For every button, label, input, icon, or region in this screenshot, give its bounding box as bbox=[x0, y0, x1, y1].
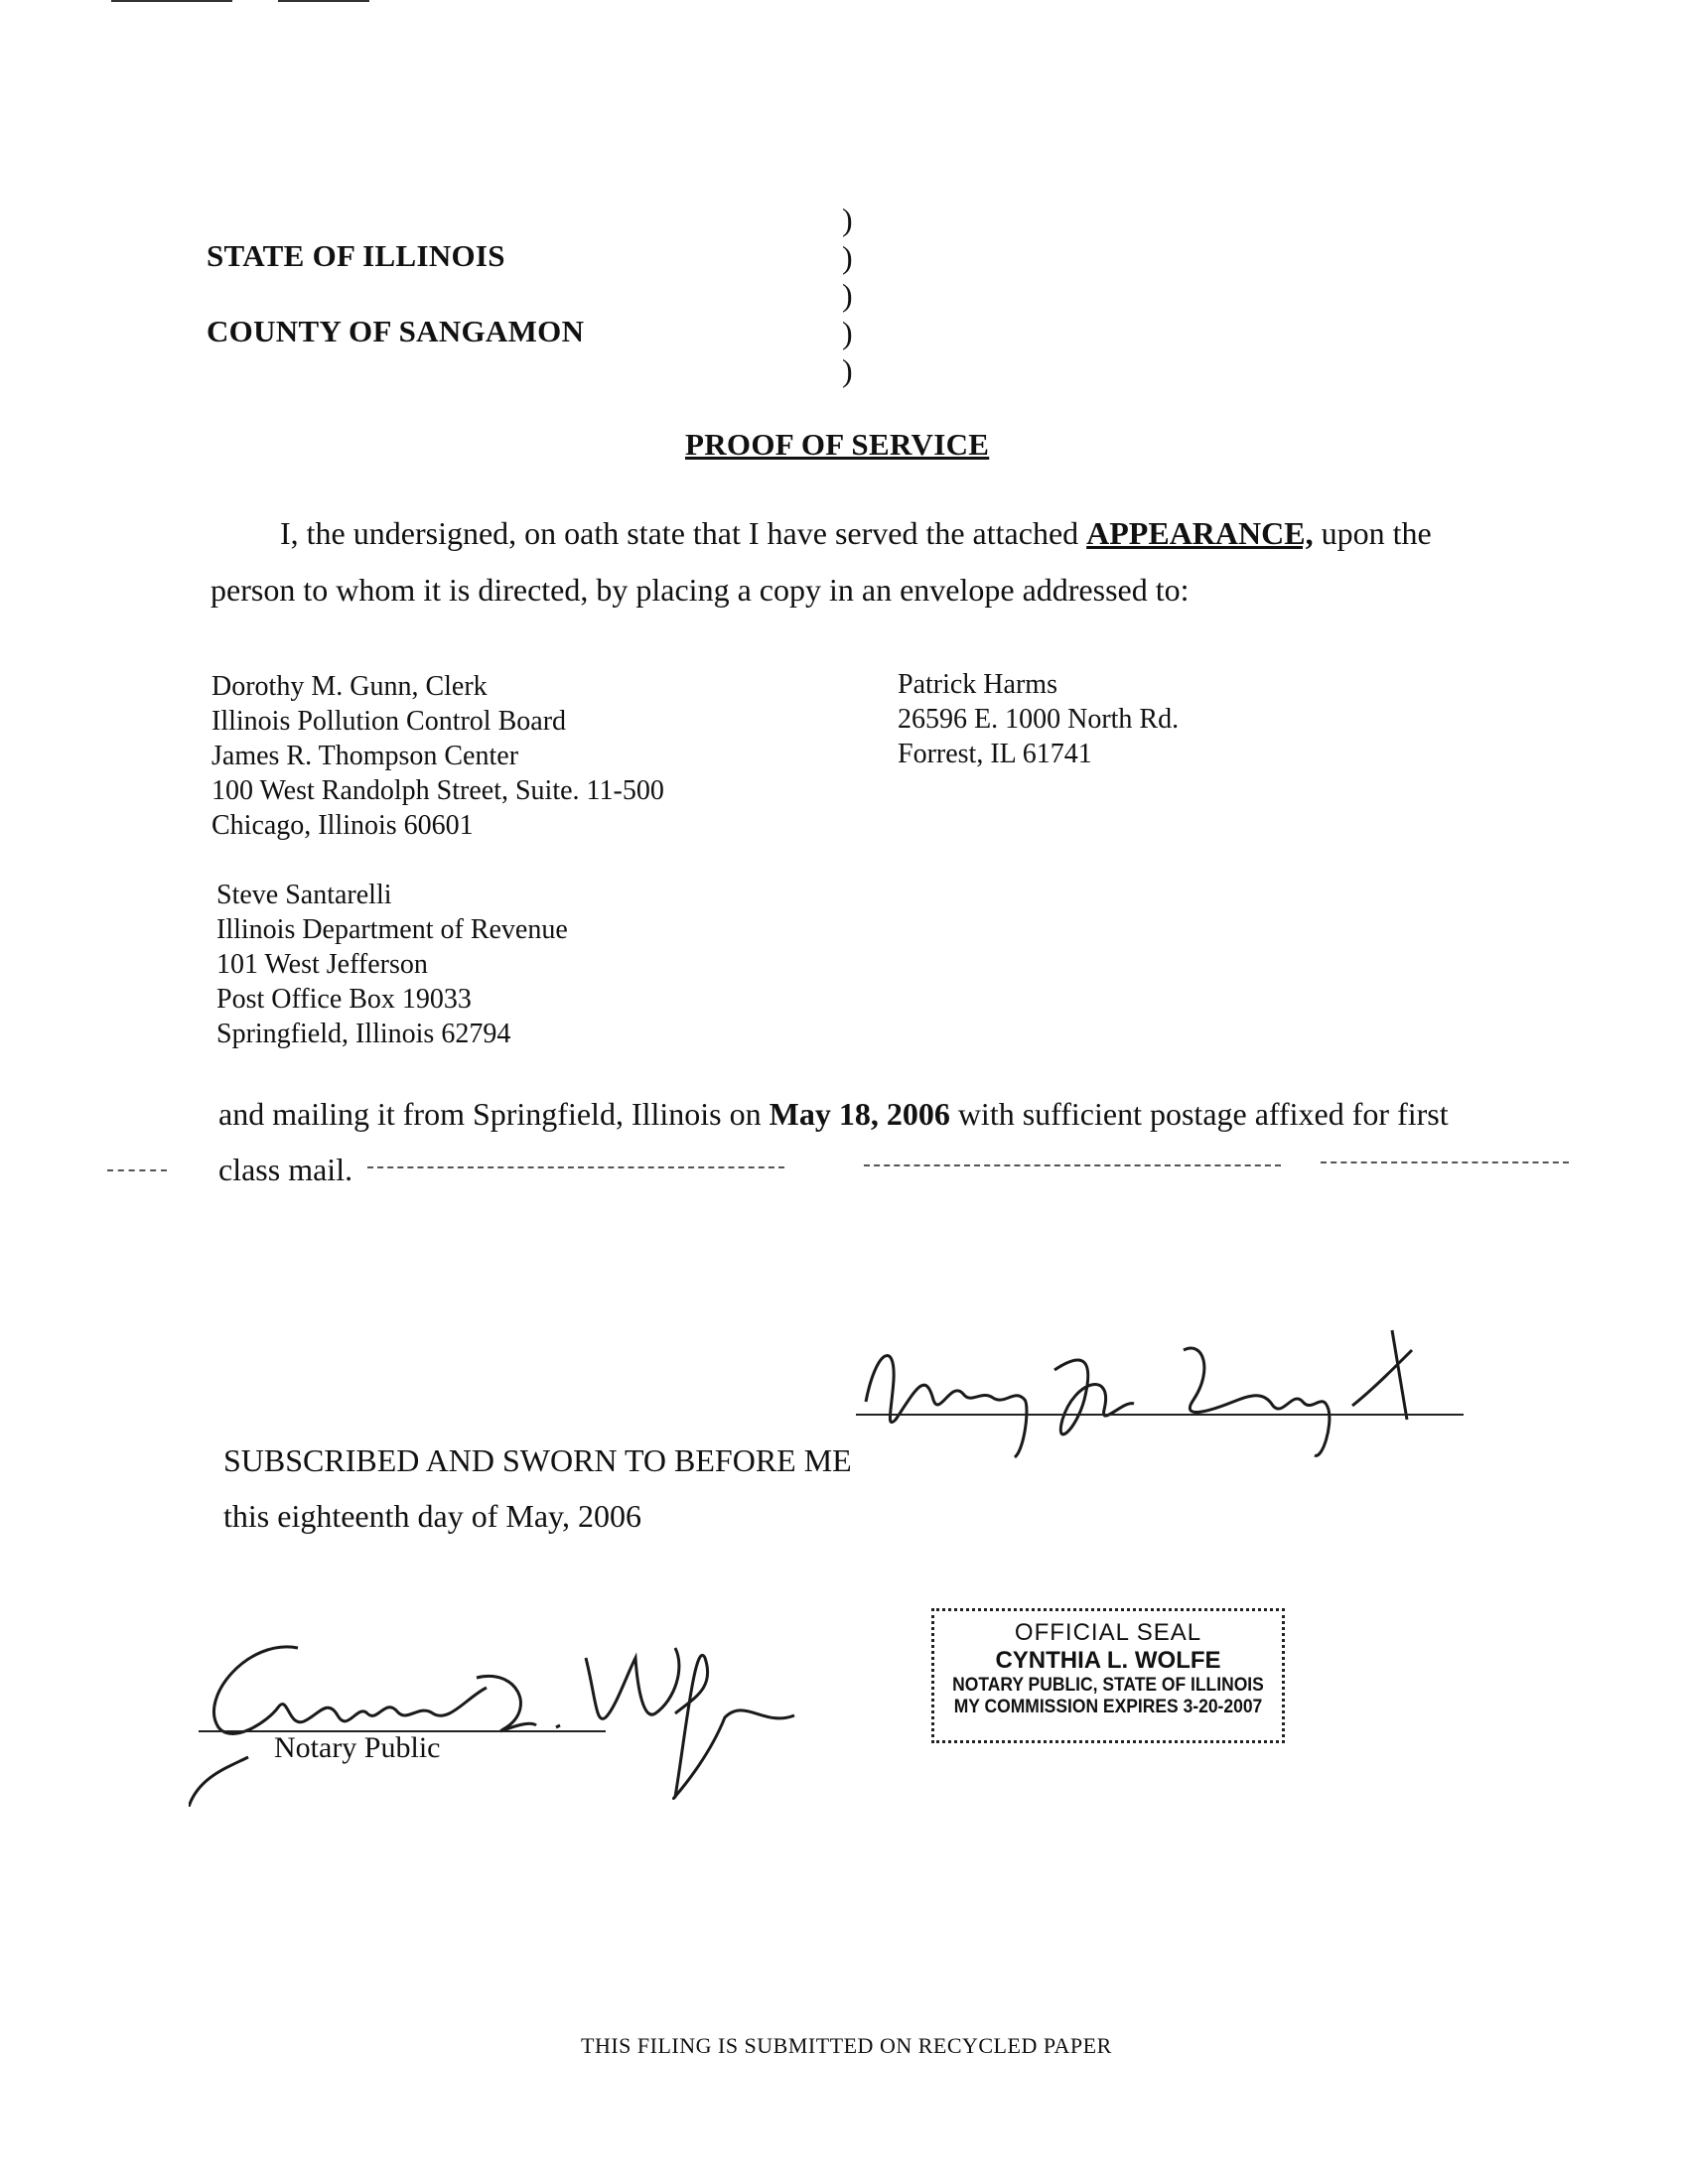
address-line: 26596 E. 1000 North Rd. bbox=[898, 704, 1180, 735]
caption-county: COUNTY OF SANGAMON bbox=[207, 314, 585, 348]
scan-dash-line bbox=[864, 1164, 1281, 1166]
page-footer: THIS FILING IS SUBMITTED ON RECYCLED PAPER bbox=[581, 2033, 1112, 2058]
seal-line-1: OFFICIAL SEAL bbox=[1014, 1619, 1202, 1646]
notary-signature-text: Cynthia L. Wolfe bbox=[189, 1618, 196, 1619]
address-line: 101 West Jefferson bbox=[216, 949, 428, 980]
recipient-address-1 bbox=[211, 669, 664, 843]
recipient-address-2 bbox=[898, 667, 1179, 771]
recipient-address-3 bbox=[216, 878, 568, 1051]
mailing-line-2: class mail. bbox=[218, 1152, 353, 1187]
address-line: Post Office Box 19033 bbox=[216, 984, 472, 1015]
caption-parentheses bbox=[842, 201, 853, 389]
scan-mark-top-left bbox=[111, 0, 232, 2]
paren: ) bbox=[842, 239, 853, 275]
address-line: James R. Thompson Center bbox=[211, 741, 519, 771]
mailing-paragraph bbox=[218, 1094, 1449, 1189]
address-line: Dorothy M. Gunn, Clerk bbox=[211, 671, 488, 702]
oath-before: I, the undersigned, on oath state that I have served the attached bbox=[280, 515, 1087, 551]
notary-label: Notary Public bbox=[274, 1731, 441, 1764]
address-line: Steve Santarelli bbox=[216, 880, 392, 910]
address-line: Patrick Harms bbox=[898, 669, 1057, 700]
sworn-block bbox=[223, 1440, 852, 1536]
mailing-after: with sufficient postage affixed for first bbox=[949, 1096, 1449, 1132]
official-seal-stamp bbox=[931, 1608, 1285, 1743]
oath-document: APPEARANCE, bbox=[1086, 515, 1314, 551]
mailing-date: May 18, 2006 bbox=[769, 1096, 950, 1132]
mailing-line-1 bbox=[218, 1094, 1449, 1134]
scan-dash-line bbox=[367, 1166, 784, 1168]
paren: ) bbox=[842, 352, 853, 388]
oath-after: upon the bbox=[1313, 515, 1432, 551]
seal-line-4: MY COMMISSION EXPIRES 3-20-2007 bbox=[953, 1697, 1263, 1717]
signer-signature bbox=[856, 1310, 1472, 1459]
sworn-line-2: this eighteenth day of May, 2006 bbox=[223, 1498, 641, 1534]
caption-state: STATE OF ILLINOIS bbox=[207, 238, 505, 273]
seal-line-3: NOTARY PUBLIC, STATE OF ILLINOIS bbox=[952, 1675, 1264, 1696]
scan-dash-left bbox=[107, 1169, 167, 1171]
notary-signature bbox=[189, 1618, 844, 1807]
address-line: Chicago, Illinois 60601 bbox=[211, 810, 474, 841]
paren: ) bbox=[842, 277, 853, 313]
scan-dash-line bbox=[1321, 1161, 1569, 1163]
scan-mark-top-right bbox=[278, 0, 369, 2]
address-line: Springfield, Illinois 62794 bbox=[216, 1019, 511, 1049]
sworn-line-1: SUBSCRIBED AND SWORN TO BEFORE ME bbox=[223, 1442, 852, 1478]
oath-line-2: person to whom it is directed, by placing a copy in an envelope addressed to: bbox=[210, 572, 1190, 608]
signer-signature-text: Nancy JD Lampert bbox=[856, 1310, 864, 1311]
paren: ) bbox=[842, 315, 853, 350]
document-title: PROOF OF SERVICE bbox=[685, 427, 990, 462]
address-line: 100 West Randolph Street, Suite. 11-500 bbox=[211, 775, 664, 806]
oath-line-1 bbox=[210, 513, 1511, 553]
address-line: Illinois Pollution Control Board bbox=[211, 706, 567, 737]
oath-paragraph bbox=[210, 513, 1511, 610]
seal-line-2: CYNTHIA L. WOLFE bbox=[995, 1647, 1221, 1674]
mailing-before: and mailing it from Springfield, Illinois on bbox=[218, 1096, 770, 1132]
address-line: Illinois Department of Revenue bbox=[216, 914, 568, 945]
address-line: Forrest, IL 61741 bbox=[898, 739, 1092, 769]
paren: ) bbox=[842, 202, 853, 237]
